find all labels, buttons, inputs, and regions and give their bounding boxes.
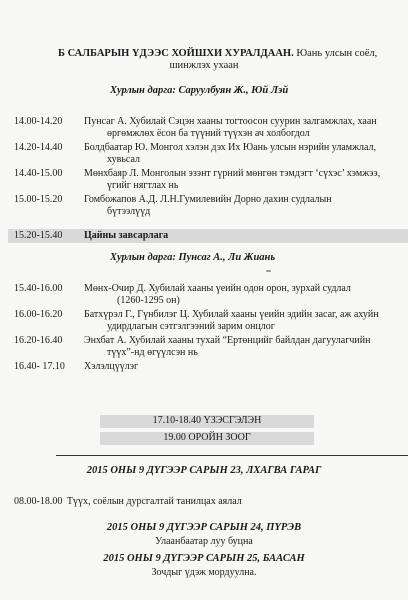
talk-text: Мөнх-Очир Д. Хубилай хааны үеийн одон орон, зурхай судлал xyxy=(84,283,351,294)
divider xyxy=(56,455,408,456)
talk-text-cont: өргөмжлөх ёсон ба түүний түүхэн ач холбогдол xyxy=(107,128,310,139)
talk-text: Болдбаатар Ю. Монгол хэлэн дэх Их Юань улсын нэрийн уламжлал, xyxy=(84,142,377,153)
talk-time: 15.00-15.20 xyxy=(14,194,63,205)
tea-break-label: Цайны завсарлага xyxy=(84,230,169,241)
day-24-text: Улаанбаатар луу буцна xyxy=(155,536,253,547)
session-title-bold: Б САЛБАРЫН ҮДЭЭС ХОЙШХИ ХУРАЛДААН. xyxy=(58,48,294,59)
talk-text-cont: (1260-1295 он) xyxy=(117,295,180,306)
talk-text: Пунсаг А. Хубилай Сэцэн хааны тогтоосон суурин залгамжлах, хаан xyxy=(84,116,377,127)
talk-time: 16.40- 17.10 xyxy=(14,361,65,372)
session-title xyxy=(58,47,408,60)
talk-time: 14.20-14.40 xyxy=(14,142,63,153)
talk-time: 16.20-16.40 xyxy=(14,335,63,346)
exhibition-band xyxy=(100,415,314,428)
session-subtitle: шинжлэх ухаан xyxy=(169,60,239,71)
day-24-heading: 2015 ОНЫ 9 ДҮГЭЭР САРЫН 24, ПҮРЭВ xyxy=(106,522,302,533)
day-25-text: Зочдыг үдэж мордуулна. xyxy=(151,567,257,578)
talk-text: Мөнхбаяр Л. Монголын эзэнт гүрний мөнгөн тэмдэгт ‘сүхэс’ хэмжээ, xyxy=(84,168,381,179)
dinner-band xyxy=(100,432,314,445)
talk-time: 14.40-15.00 xyxy=(14,168,63,179)
talk-text: Гомбожапов А.Д. Л.Н.Гумилевийн Дорно дахин судлалын xyxy=(84,194,332,205)
chair-1: Хурлын дарга: Саруулбуян Ж., Юй Лэй xyxy=(110,85,289,96)
talk-text: Батхүрэл Г., Гүнбилэг Ц. Хубилай хааны үеийн эдийн засаг, аж ахуйн xyxy=(84,309,379,320)
talk-text-cont: үгийг нягтлах нь xyxy=(107,180,179,191)
day-23-row xyxy=(14,496,242,507)
tea-break-band xyxy=(8,229,408,243)
talk-time: 16.00-16.20 xyxy=(14,309,63,320)
dinner-label: 19.00 ОРОЙН ЗООГ xyxy=(163,432,251,443)
day-25-heading: 2015 ОНЫ 9 ДҮГЭЭР САРЫН 25, БААСАН xyxy=(103,553,305,564)
talk-text: Хэлэлцүүлэг xyxy=(84,361,139,372)
session-title-rest: Юань улсын соёл, xyxy=(293,48,378,59)
exhibition-label: 17.10-18.40 ҮЗЭСГЭЛЭН xyxy=(152,415,262,426)
talk-time: 14.00-14.20 xyxy=(14,116,63,127)
talk-text-cont: бүтээлүүд xyxy=(107,206,151,217)
chair-2: Хурлын дарга: Пунсаг А., Ли Жиань xyxy=(110,252,276,263)
talk-text-cont: хувьсал xyxy=(107,154,140,165)
day-23-time: 08.00-18.00 xyxy=(14,496,63,507)
talk-text-cont: удирдлагын сэтгэлгээний зарим онцлог xyxy=(107,321,275,332)
talk-text-cont: түүх”-нд өгүүлсэн нь xyxy=(107,347,198,358)
talk-time: 15.40-16.00 xyxy=(14,283,63,294)
talk-text: Энхбат А. Хубилай хааны тухай “Ертөнцийг байлдан дагуулагчийн xyxy=(84,335,371,346)
day-23-text: Түүх, соёлын дурсгалтай танилцах аялал xyxy=(66,496,242,507)
scan-mark xyxy=(266,270,271,272)
day-23-heading: 2015 ОНЫ 9 ДҮГЭЭР САРЫН 23, ЛХАГВА ГАРАГ xyxy=(86,465,322,476)
tea-break-time: 15.20-15.40 xyxy=(14,230,63,241)
